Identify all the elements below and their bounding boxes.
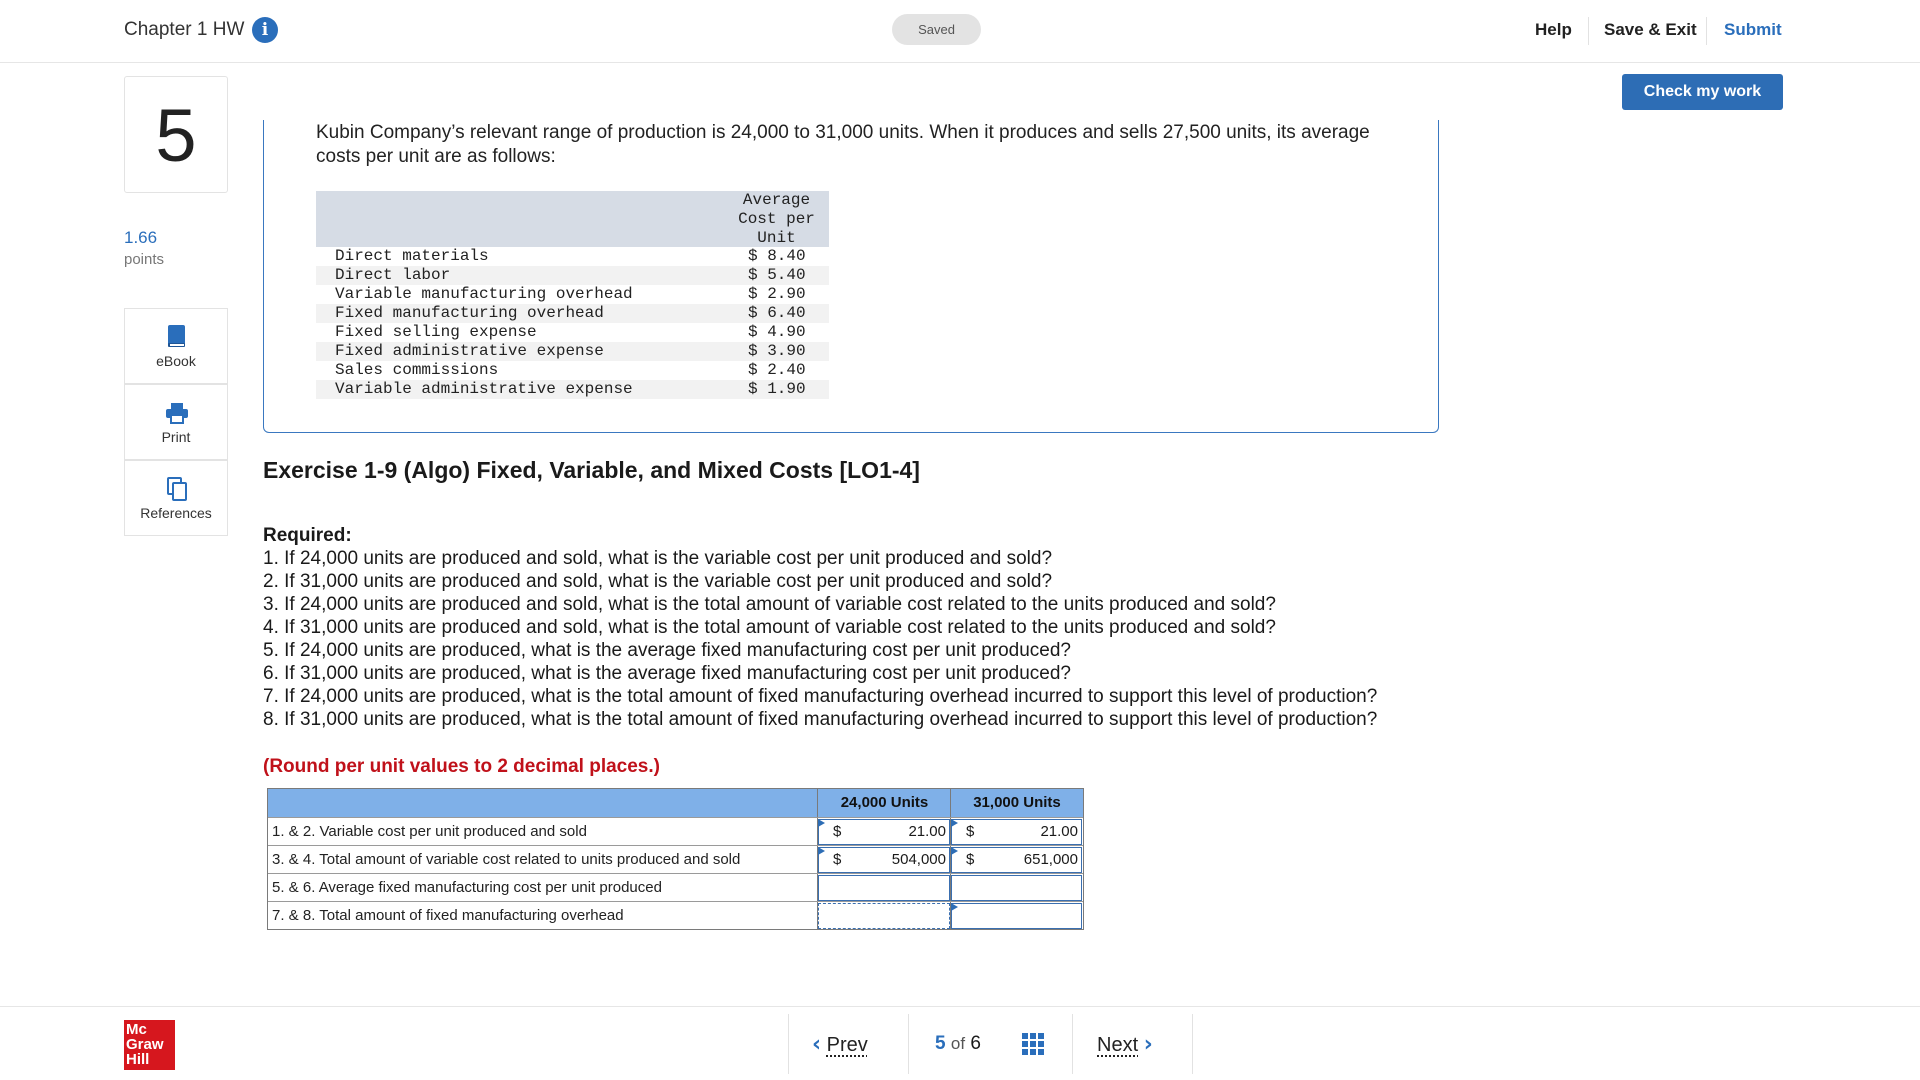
cost-label: Fixed manufacturing overhead: [335, 304, 604, 322]
table-row: [316, 342, 829, 361]
logo-line: Graw: [126, 1036, 164, 1053]
row-label: 3. & 4. Total amount of variable cost related to units produced and sold: [272, 851, 741, 868]
assignment-title: Chapter 1 HW: [124, 19, 245, 40]
copy-icon: [165, 476, 189, 502]
answer-input-7[interactable]: [818, 903, 950, 929]
prev-button[interactable]: [812, 1032, 868, 1057]
row-label: 1. & 2. Variable cost per unit produced and sold: [272, 823, 587, 840]
row-label: 7. & 8. Total amount of fixed manufacturing overhead: [272, 907, 624, 924]
printer-icon: [165, 400, 189, 426]
table-row: [316, 323, 829, 342]
cost-label: Direct labor: [335, 266, 451, 284]
cost-header-line: Average: [742, 191, 811, 209]
cost-value: $ 4.90: [748, 323, 806, 341]
question-number: 5: [124, 76, 228, 193]
column-header-24000: 24,000 Units: [840, 794, 929, 811]
required-item: 3. If 24,000 units are produced and sold, what is the total amount of variable cost related to the units produced and sold?: [263, 594, 1276, 615]
table-row: [316, 304, 829, 323]
ebook-button[interactable]: [124, 308, 228, 384]
exercise-title: Exercise 1-9 (Algo) Fixed, Variable, and Mixed Costs [LO1-4]: [263, 457, 920, 483]
next-button[interactable]: [1097, 1032, 1153, 1057]
required-item: 4. If 31,000 units are produced and sold, what is the total amount of variable cost related to the units produced and sold?: [263, 617, 1276, 638]
print-label: Print: [161, 429, 191, 445]
required-heading: Required:: [263, 525, 352, 546]
cost-label: Variable administrative expense: [335, 380, 633, 398]
required-list: [263, 524, 1463, 731]
table-row: [316, 380, 829, 399]
answer-flag-icon: [951, 903, 958, 911]
saved-status-badge: Saved: [892, 14, 981, 45]
table-row: [316, 285, 829, 304]
nav-divider: [1072, 1014, 1073, 1074]
chevron-right-icon: ›: [1143, 1032, 1153, 1057]
help-link[interactable]: Help: [1535, 20, 1572, 39]
answer-input-5[interactable]: [818, 875, 950, 901]
of-label: of: [950, 1034, 966, 1053]
answer-flag-icon: [951, 847, 958, 855]
cost-header-line: Cost per: [738, 210, 815, 228]
logo-line: Hill: [126, 1051, 150, 1068]
answer-value: 21.00: [908, 823, 946, 840]
answer-input-1[interactable]: [818, 819, 950, 845]
points-label: points: [124, 251, 165, 268]
points-value: 1.66: [124, 228, 158, 247]
table-row: [268, 845, 1083, 873]
cost-value: $ 3.90: [748, 342, 806, 360]
prev-label: Prev: [826, 1034, 868, 1056]
row-label: 5. & 6. Average fixed manufacturing cost per unit produced: [272, 879, 662, 896]
page-indicator: [935, 1033, 981, 1055]
logo-line: Mc: [126, 1021, 147, 1038]
cost-label: Fixed administrative expense: [335, 342, 604, 360]
grid-icon[interactable]: [1022, 1033, 1044, 1055]
answer-value: 651,000: [1023, 851, 1078, 868]
book-icon: [165, 324, 189, 350]
table-row: [268, 873, 1083, 901]
required-item: 7. If 24,000 units are produced, what is the total amount of fixed manufacturing overhead incurred to support this level of production?: [263, 686, 1378, 707]
table-row: [316, 247, 829, 266]
currency-symbol: $: [966, 851, 975, 868]
nav-divider: [788, 1014, 789, 1074]
total-questions: 6: [970, 1033, 981, 1054]
table-row: [316, 361, 829, 380]
header-divider: [1706, 17, 1707, 45]
required-item: 5. If 24,000 units are produced, what is the average fixed manufacturing cost per unit produced?: [263, 640, 1072, 661]
cost-column-header: [724, 191, 829, 248]
answer-input-3[interactable]: [818, 847, 950, 873]
nav-divider: [1192, 1014, 1193, 1074]
answer-flag-icon: [818, 847, 825, 855]
header-divider: [1588, 17, 1589, 45]
answer-flag-icon: [818, 819, 825, 827]
print-button[interactable]: [124, 384, 228, 460]
cost-table: [316, 191, 829, 399]
answer-value: 504,000: [891, 851, 946, 868]
required-item: 2. If 31,000 units are produced and sold, what is the variable cost per unit produced and sold?: [263, 571, 1053, 592]
answer-table: [267, 788, 1084, 930]
column-header-31000: 31,000 Units: [973, 794, 1061, 811]
current-question: 5: [935, 1033, 946, 1054]
check-my-work-button[interactable]: Check my work: [1622, 74, 1783, 110]
required-item: 1. If 24,000 units are produced and sold, what is the variable cost per unit produced and sold?: [263, 548, 1053, 569]
cost-value: $ 2.90: [748, 285, 806, 303]
info-icon[interactable]: i: [252, 17, 278, 43]
references-label: References: [140, 505, 212, 521]
cost-value: $ 6.40: [748, 304, 806, 322]
cost-header-line: Unit: [757, 229, 796, 247]
cost-value: $ 5.40: [748, 266, 806, 284]
cost-value: $ 2.40: [748, 361, 806, 379]
answer-input-6[interactable]: [951, 875, 1082, 901]
ebook-label: eBook: [156, 353, 196, 369]
cost-label: Variable manufacturing overhead: [335, 285, 633, 303]
table-row: [268, 901, 1083, 929]
currency-symbol: $: [966, 823, 975, 840]
cost-label: Direct materials: [335, 247, 489, 265]
answer-flag-icon: [951, 819, 958, 827]
top-header: [0, 0, 1920, 63]
table-row: [316, 266, 829, 285]
mcgraw-hill-logo: [124, 1020, 175, 1070]
cost-value: $ 8.40: [748, 247, 806, 265]
answer-input-4[interactable]: [951, 847, 1082, 873]
next-label: Next: [1097, 1034, 1139, 1056]
cost-label: Fixed selling expense: [335, 323, 537, 341]
table-row: [268, 817, 1083, 845]
nav-divider: [908, 1014, 909, 1074]
save-exit-link[interactable]: Save & Exit: [1604, 20, 1697, 39]
submit-link[interactable]: Submit: [1724, 20, 1782, 39]
references-button[interactable]: [124, 460, 228, 536]
cost-label: Sales commissions: [335, 361, 499, 379]
required-item: 6. If 31,000 units are produced, what is the average fixed manufacturing cost per unit produced?: [263, 663, 1072, 684]
currency-symbol: $: [833, 823, 842, 840]
answer-input-2[interactable]: [951, 819, 1082, 845]
intro-text: Kubin Company’s relevant range of production is 24,000 to 31,000 units. When it produces and sells 27,500 units, its average costs per unit are as follows:: [316, 122, 1370, 167]
answer-value: 21.00: [1040, 823, 1078, 840]
rounding-note: (Round per unit values to 2 decimal places.): [263, 756, 660, 777]
cost-table-header: [316, 191, 829, 247]
chevron-left-icon: ‹: [812, 1032, 822, 1057]
currency-symbol: $: [833, 851, 842, 868]
answer-input-8[interactable]: [951, 903, 1082, 929]
cost-value: $ 1.90: [748, 380, 806, 398]
required-item: 8. If 31,000 units are produced, what is the total amount of fixed manufacturing overhead incurred to support this level of production?: [263, 709, 1378, 730]
